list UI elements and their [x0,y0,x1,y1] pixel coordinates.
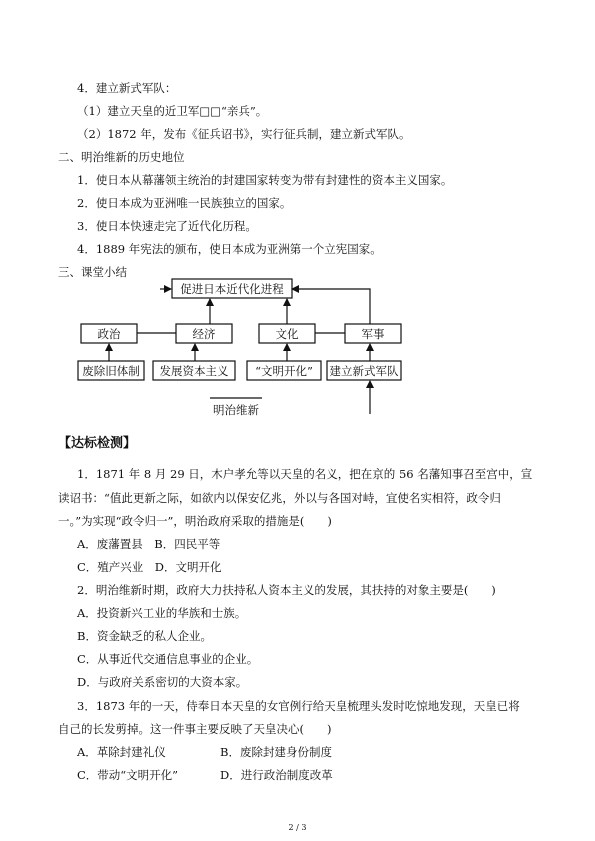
middle-label: 经济 [192,327,216,341]
q3-line: 自己的长发剪掉。这一件事主要反映了天皇决心( ) [58,722,332,736]
item4-sub1: （1）建立天皇的近卫军□□“亲兵”。 [77,104,268,118]
section-two-item: 3．使日本快速走完了近代化历程。 [77,219,257,233]
bottom-label: “文明开化” [255,364,313,378]
bottom-label: 建立新式军队 [329,364,399,378]
page-number: 2 / 3 [288,823,307,832]
q2-option: C．从事近代交通信息事业的企业。 [77,652,259,666]
q3-option: A．革除封建礼仪 [77,745,166,759]
section-two-item: 2．使日本成为亚洲唯一民族独立的国家。 [77,196,292,210]
root-label: 明治维新 [213,403,259,417]
summary-diagram [0,276,595,421]
q2-text: 2．明治维新时期，政府大力扶持私人资本主义的发展，其扶持的对象主要是( ) [77,583,496,597]
exercise-heading: 【达标检测】 [58,436,137,451]
q2-option: D．与政府关系密切的大资本家。 [77,675,248,689]
item4-sub2: （2）1872 年，发布《征兵诏书》，实行征兵制，建立新式军队。 [77,127,411,141]
section-two-item: 1．使日本从幕藩领主统治的封建国家转变为带有封建性的资本主义国家。 [77,173,453,187]
section-two-heading: 二、明治维新的历史地位 [58,150,185,164]
q1-options: C．殖产兴业 D．文明开化 [77,560,222,574]
middle-label: 政治 [97,327,121,341]
q2-option: A．投资新兴工业的华族和士族。 [77,606,247,620]
q3-line: 3．1873 年的一天，侍奉日本天皇的女官例行给天皇梳理头发时吃惊地发现，天皇已将 [77,699,520,713]
item4-title: 4．建立新式军队： [77,81,177,95]
bottom-label: 废除旧体制 [82,364,140,378]
q1-options: A．废藩置县 B．四民平等 [77,537,221,551]
top-box-label: 促进日本近代化进程 [180,282,284,296]
bottom-label: 发展资本主义 [159,364,229,378]
q3-option: C．带动“文明开化” [77,768,179,782]
section-two-item: 4．1889 年宪法的颁布，使日本成为亚洲第一个立宪国家。 [77,242,382,256]
q3-option: B．废除封建身份制度 [220,745,332,759]
middle-label: 文化 [275,327,299,341]
q3-option: D．进行政治制度改革 [220,768,333,782]
q1-line: 1．1871 年 8 月 29 日，木户孝允等以天皇的名义，把在京的 56 名藩知事召至宫中，宣 [77,467,533,481]
q1-line: 读诏书：“值此更新之际，如欲内以保安亿兆，外以与各国对峙，宜使名实相符，政令归 [58,491,501,505]
q1-line: 一。”为实现“政令归一”，明治政府采取的措施是( ) [58,514,332,528]
q2-option: B．资金缺乏的私人企业。 [77,629,212,643]
middle-label: 军事 [361,327,385,341]
section-three-heading: 三、课堂小结 [58,265,127,279]
